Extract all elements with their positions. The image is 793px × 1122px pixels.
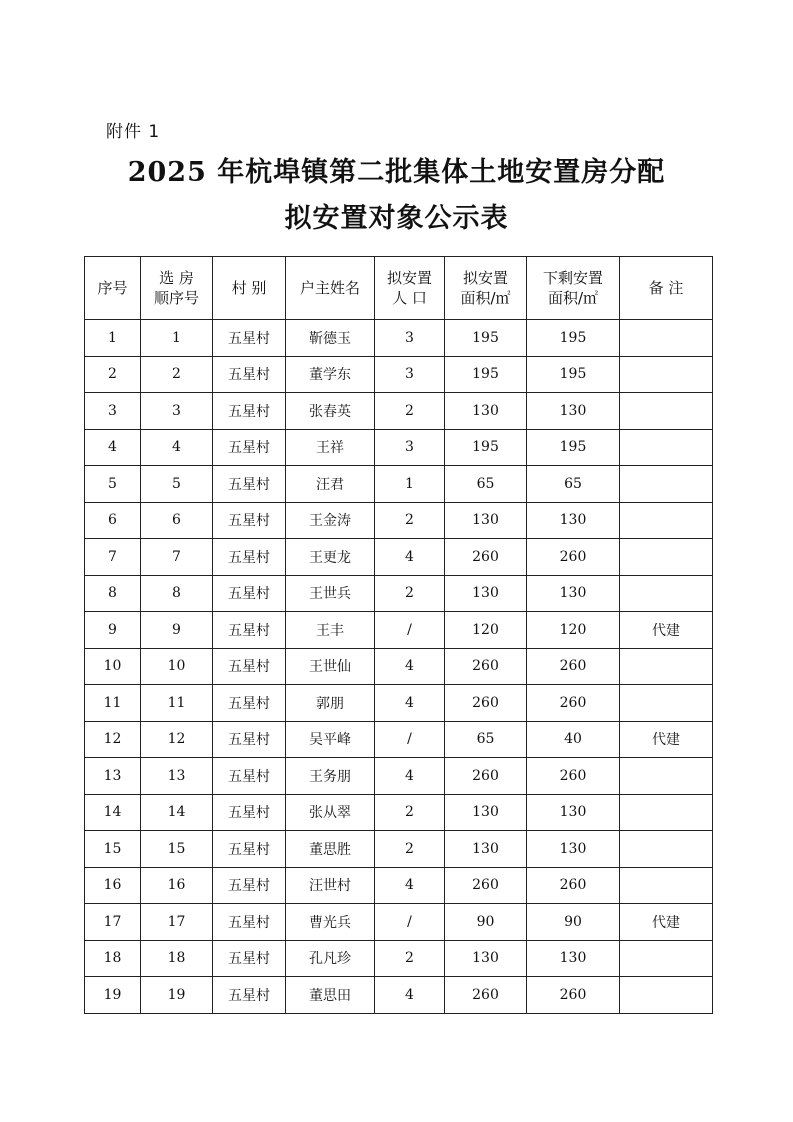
cell-village: 五星村: [213, 539, 286, 576]
cell-remarks: [620, 539, 713, 576]
cell-area: 120: [445, 612, 527, 649]
cell-index: 17: [85, 904, 141, 941]
cell-village: 五星村: [213, 977, 286, 1014]
cell-remaining-area: 40: [527, 721, 620, 758]
cell-remarks: [620, 575, 713, 612]
cell-remaining-area: 195: [527, 320, 620, 357]
cell-persons: 4: [375, 685, 445, 722]
cell-householder-name: 吴平峰: [286, 721, 375, 758]
cell-village: 五星村: [213, 940, 286, 977]
header-col-remaining-area: [527, 257, 620, 320]
cell-householder-name: 王金涛: [286, 502, 375, 539]
cell-village: 五星村: [213, 831, 286, 868]
cell-persons: 2: [375, 831, 445, 868]
table-row: [85, 429, 713, 466]
cell-persons: 3: [375, 356, 445, 393]
cell-persons: 4: [375, 539, 445, 576]
cell-village: 五星村: [213, 612, 286, 649]
cell-householder-name: 靳德玉: [286, 320, 375, 357]
cell-selection-order: 14: [141, 794, 213, 831]
header-label: 选 房: [159, 269, 194, 287]
cell-remaining-area: 130: [527, 940, 620, 977]
table-row: [85, 904, 713, 941]
cell-persons: /: [375, 612, 445, 649]
cell-remarks: [620, 466, 713, 503]
table-row: [85, 575, 713, 612]
cell-area: 90: [445, 904, 527, 941]
cell-selection-order: 16: [141, 867, 213, 904]
cell-village: 五星村: [213, 685, 286, 722]
cell-index: 10: [85, 648, 141, 685]
header-label: 户主姓名: [299, 279, 360, 297]
cell-selection-order: 5: [141, 466, 213, 503]
cell-index: 12: [85, 721, 141, 758]
cell-remarks: [620, 758, 713, 795]
cell-village: 五星村: [213, 466, 286, 503]
cell-village: 五星村: [213, 758, 286, 795]
table-body: [85, 320, 713, 1014]
cell-area: 65: [445, 721, 527, 758]
header-label-line2: 顺序号: [153, 289, 199, 307]
cell-index: 16: [85, 867, 141, 904]
cell-index: 14: [85, 794, 141, 831]
cell-area: 130: [445, 393, 527, 430]
cell-area: 130: [445, 794, 527, 831]
cell-selection-order: 9: [141, 612, 213, 649]
cell-persons: 2: [375, 794, 445, 831]
cell-remarks: [620, 831, 713, 868]
cell-village: 五星村: [213, 794, 286, 831]
cell-selection-order: 6: [141, 502, 213, 539]
cell-village: 五星村: [213, 320, 286, 357]
table-row: [85, 356, 713, 393]
cell-remaining-area: 120: [527, 612, 620, 649]
cell-persons: 2: [375, 940, 445, 977]
cell-index: 15: [85, 831, 141, 868]
table-row: [85, 831, 713, 868]
header-label: 下剩安置: [542, 269, 603, 287]
cell-remaining-area: 260: [527, 977, 620, 1014]
document-title-line1: 2025 年杭埠镇第二批集体土地安置房分配: [127, 157, 666, 188]
cell-area: 260: [445, 539, 527, 576]
cell-remaining-area: 260: [527, 648, 620, 685]
cell-remarks: [620, 356, 713, 393]
cell-remarks: 代建: [620, 904, 713, 941]
cell-area: 195: [445, 429, 527, 466]
table-row: [85, 502, 713, 539]
cell-selection-order: 11: [141, 685, 213, 722]
cell-persons: 2: [375, 502, 445, 539]
cell-householder-name: 汪世村: [286, 867, 375, 904]
cell-remaining-area: 65: [527, 466, 620, 503]
cell-remaining-area: 130: [527, 794, 620, 831]
cell-remaining-area: 130: [527, 831, 620, 868]
cell-village: 五星村: [213, 867, 286, 904]
cell-remarks: 代建: [620, 721, 713, 758]
table-row: [85, 758, 713, 795]
cell-area: 130: [445, 940, 527, 977]
cell-householder-name: 张春英: [286, 393, 375, 430]
table-row: [85, 612, 713, 649]
cell-index: 19: [85, 977, 141, 1014]
cell-persons: 4: [375, 648, 445, 685]
cell-householder-name: 王丰: [286, 612, 375, 649]
cell-village: 五星村: [213, 393, 286, 430]
cell-village: 五星村: [213, 904, 286, 941]
table-row: [85, 320, 713, 357]
cell-remarks: [620, 940, 713, 977]
cell-remaining-area: 195: [527, 356, 620, 393]
cell-persons: 4: [375, 867, 445, 904]
cell-remarks: [620, 648, 713, 685]
cell-area: 130: [445, 831, 527, 868]
header-label-line2: 面积/㎡: [547, 289, 599, 307]
cell-area: 260: [445, 867, 527, 904]
cell-selection-order: 18: [141, 940, 213, 977]
table-row: [85, 940, 713, 977]
cell-persons: 2: [375, 393, 445, 430]
cell-index: 5: [85, 466, 141, 503]
cell-persons: /: [375, 721, 445, 758]
cell-remarks: [620, 685, 713, 722]
cell-persons: 4: [375, 977, 445, 1014]
header-label: 村 别: [231, 279, 267, 297]
cell-householder-name: 张从翠: [286, 794, 375, 831]
cell-index: 13: [85, 758, 141, 795]
header-col-remarks: [620, 257, 713, 320]
cell-index: 9: [85, 612, 141, 649]
cell-index: 18: [85, 940, 141, 977]
cell-area: 260: [445, 758, 527, 795]
cell-remarks: 代建: [620, 612, 713, 649]
cell-remarks: [620, 794, 713, 831]
cell-area: 65: [445, 466, 527, 503]
cell-householder-name: 董思田: [286, 977, 375, 1014]
cell-remaining-area: 260: [527, 758, 620, 795]
cell-area: 260: [445, 648, 527, 685]
header-label: 备 注: [648, 279, 684, 297]
header-label: 拟安置: [386, 269, 432, 287]
cell-selection-order: 19: [141, 977, 213, 1014]
cell-remarks: [620, 320, 713, 357]
cell-area: 130: [445, 575, 527, 612]
cell-remarks: [620, 393, 713, 430]
cell-householder-name: 王祥: [286, 429, 375, 466]
cell-village: 五星村: [213, 429, 286, 466]
cell-selection-order: 2: [141, 356, 213, 393]
cell-area: 195: [445, 320, 527, 357]
cell-persons: 4: [375, 758, 445, 795]
cell-selection-order: 13: [141, 758, 213, 795]
table-row: [85, 794, 713, 831]
cell-remarks: [620, 502, 713, 539]
header-label: 序号: [97, 279, 128, 297]
cell-area: 130: [445, 502, 527, 539]
cell-village: 五星村: [213, 721, 286, 758]
cell-remaining-area: 130: [527, 575, 620, 612]
table-row: [85, 393, 713, 430]
cell-remaining-area: 90: [527, 904, 620, 941]
cell-selection-order: 1: [141, 320, 213, 357]
cell-persons: 3: [375, 429, 445, 466]
cell-persons: 3: [375, 320, 445, 357]
cell-index: 8: [85, 575, 141, 612]
cell-remaining-area: 260: [527, 867, 620, 904]
header-col-selection-order: [141, 257, 213, 320]
cell-selection-order: 7: [141, 539, 213, 576]
cell-remaining-area: 130: [527, 502, 620, 539]
header-label: 拟安置: [462, 269, 508, 287]
cell-index: 6: [85, 502, 141, 539]
cell-persons: 1: [375, 466, 445, 503]
cell-remarks: [620, 429, 713, 466]
cell-village: 五星村: [213, 356, 286, 393]
header-col-householder-name: [286, 257, 375, 320]
table-row: [85, 466, 713, 503]
cell-householder-name: 董思胜: [286, 831, 375, 868]
table-header-row: [85, 257, 713, 320]
header-col-persons: [375, 257, 445, 320]
header-col-area: [445, 257, 527, 320]
cell-index: 3: [85, 393, 141, 430]
cell-index: 4: [85, 429, 141, 466]
cell-remaining-area: 260: [527, 539, 620, 576]
cell-persons: 2: [375, 575, 445, 612]
cell-householder-name: 曹光兵: [286, 904, 375, 941]
cell-persons: /: [375, 904, 445, 941]
table-row: [85, 539, 713, 576]
cell-selection-order: 15: [141, 831, 213, 868]
header-col-village: [213, 257, 286, 320]
table-row: [85, 648, 713, 685]
cell-remaining-area: 260: [527, 685, 620, 722]
cell-householder-name: 郭朋: [286, 685, 375, 722]
cell-index: 1: [85, 320, 141, 357]
attachment-label: 附件 1: [106, 122, 161, 142]
document-title-line2: 拟安置对象公示表: [284, 203, 509, 234]
cell-selection-order: 10: [141, 648, 213, 685]
header-col-index: [85, 257, 141, 320]
cell-area: 260: [445, 685, 527, 722]
cell-index: 11: [85, 685, 141, 722]
cell-index: 2: [85, 356, 141, 393]
cell-selection-order: 17: [141, 904, 213, 941]
cell-householder-name: 董学东: [286, 356, 375, 393]
table-row: [85, 977, 713, 1014]
cell-selection-order: 12: [141, 721, 213, 758]
cell-village: 五星村: [213, 575, 286, 612]
cell-householder-name: 王更龙: [286, 539, 375, 576]
cell-householder-name: 汪君: [286, 466, 375, 503]
header-label-line2: 面积/㎡: [460, 289, 511, 307]
cell-remarks: [620, 977, 713, 1014]
cell-area: 195: [445, 356, 527, 393]
cell-householder-name: 孔凡珍: [286, 940, 375, 977]
cell-remaining-area: 195: [527, 429, 620, 466]
cell-selection-order: 8: [141, 575, 213, 612]
cell-village: 五星村: [213, 648, 286, 685]
table-row: [85, 685, 713, 722]
cell-remarks: [620, 867, 713, 904]
cell-village: 五星村: [213, 502, 286, 539]
cell-selection-order: 4: [141, 429, 213, 466]
cell-householder-name: 王务朋: [286, 758, 375, 795]
cell-selection-order: 3: [141, 393, 213, 430]
table-row: [85, 721, 713, 758]
cell-area: 260: [445, 977, 527, 1014]
cell-householder-name: 王世兵: [286, 575, 375, 612]
table-row: [85, 867, 713, 904]
resettlement-table: [84, 256, 713, 1014]
cell-index: 7: [85, 539, 141, 576]
header-label-line2: 人 口: [392, 289, 427, 307]
cell-householder-name: 王世仙: [286, 648, 375, 685]
cell-remaining-area: 130: [527, 393, 620, 430]
